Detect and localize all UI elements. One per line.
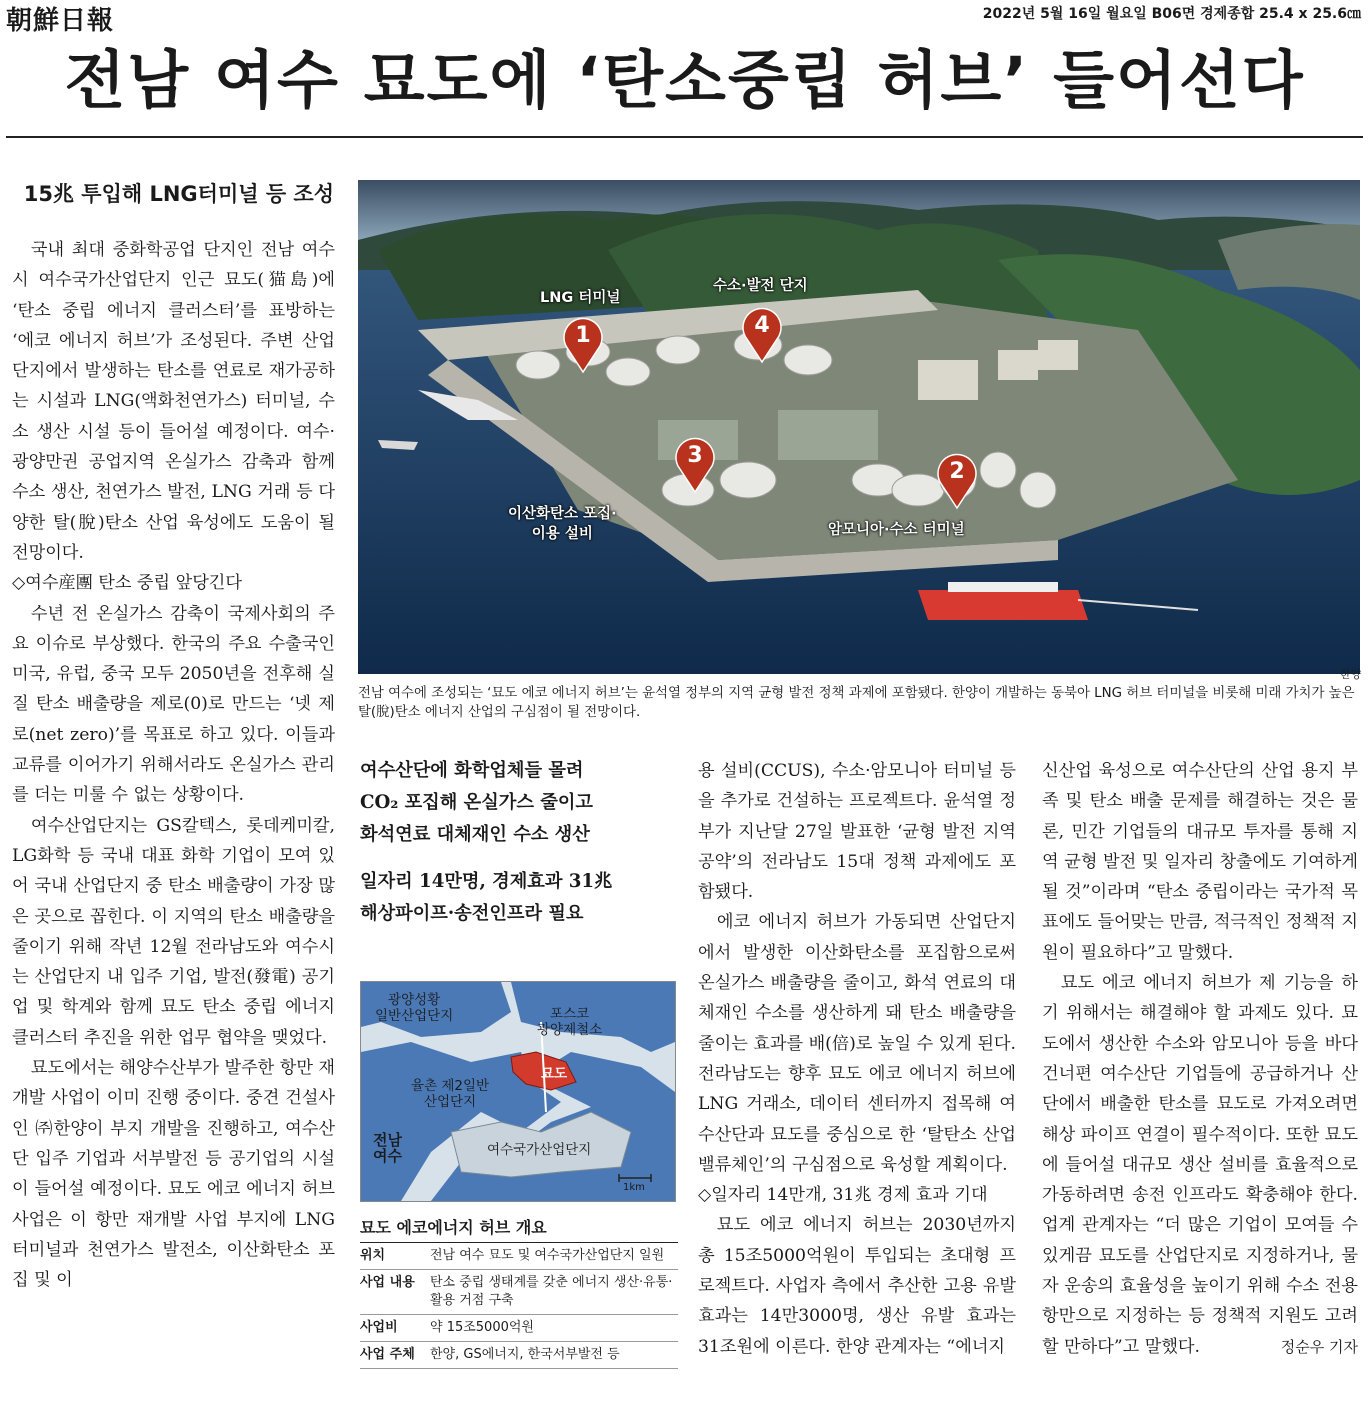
article-paragraph: 묘도에서는 해양수산부가 발주한 항만 재개발 사업이 이미 진행 중이다. 중견 건설사인 ㈜한양이 부지 개발을 진행하고, 여수산단 입주 기업과 서부발전 등 공기업의 시설이 들어설 예정이다. 묘도 에코 에너지 허브 사업은 이 항만 재개발 사업 부지에 LNG 터미널과 천연가스 발전소, 이산화탄소 포집 및 이 bbox=[12, 1058, 336, 1291]
map-label-gwangyang: 광양성황 일반산업단지 bbox=[375, 992, 454, 1024]
deck-line: 해상파이프·송전인프라 필요 bbox=[360, 903, 584, 924]
fact-box bbox=[360, 1215, 678, 1369]
photo-credit: 한양 bbox=[1340, 668, 1362, 681]
aerial-scene bbox=[358, 180, 1360, 674]
map-label-posco: 포스코 광양제철소 bbox=[537, 1006, 603, 1038]
article-paragraph: 용 설비(CCUS), 수소·암모니아 터미널 등을 추가로 건설하는 프로젝트다. 윤석열 정부가 지난달 27일 발표한 ‘균형 발전 지역 공약’의 전라남도 15대 정책 과제에도 포함됐다. bbox=[698, 761, 1016, 903]
pin-number: 2 bbox=[949, 459, 965, 484]
map-scale-label: 1km bbox=[623, 1182, 645, 1193]
fact-value: 약 15조5000억원 bbox=[430, 1320, 534, 1335]
pin-label-lng-terminal: LNG 터미널 bbox=[540, 290, 621, 306]
fact-key: 사업비 bbox=[360, 1320, 398, 1335]
fact-value: 한양, GS에너지, 한국서부발전 등 bbox=[430, 1347, 620, 1362]
pin-label-ccus: 이산화탄소 포집· 이용 설비 bbox=[508, 506, 617, 542]
fact-row bbox=[360, 1270, 678, 1315]
headline-rule bbox=[6, 136, 1363, 138]
map-label-myodo: 묘도 bbox=[541, 1066, 568, 1082]
map-label-jeonnam: 전남 여수 bbox=[373, 1131, 402, 1165]
fact-row bbox=[360, 1342, 678, 1369]
article-paragraph: 묘도 에코 에너지 허브는 2030년까지 총 15조5000억원이 투입되는 초대형 프로젝트다. 사업자 측에서 추산한 고용 유발 효과는 14만3000명, 생산 유발 효과는 31조원에 이른다. 한양 관계자는 “에너지 bbox=[698, 1215, 1016, 1357]
deck-headlines bbox=[360, 755, 680, 930]
article-column-3 bbox=[698, 756, 1016, 1362]
article-paragraph: 에코 에너지 허브가 가동되면 산업단지에서 발생한 이산화탄소를 포집함으로써 온실가스 배출량을 줄이고, 화석 연료의 대체재인 수소를 생산하게 돼 탄소 배출량을 줄이는 효과를 배(倍)로 높일 수 있게 된다. 전라남도는 향후 묘도 에코 에너지 허브에 LNG 거래소, 데이터 센터까지 접목해 여수산단과 묘도를 중심으로 한 ‘탈탄소 산업 밸류체인’의 구심점으로 육성할 계획이다. bbox=[698, 912, 1016, 1175]
subhead: 15兆 투입해 LNG터미널 등 조성 bbox=[23, 182, 334, 206]
fact-row bbox=[360, 1243, 678, 1270]
section-heading: ◇여수産團 탄소 중립 앞당긴다 bbox=[12, 573, 243, 594]
location-map bbox=[360, 981, 676, 1202]
article-paragraph: 여수산업단지는 GS칼텍스, 롯데케미칼, LG화학 등 국내 대표 화학 기업이 모여 있어 국내 산업단지 중 탄소 배출량이 가장 많은 곳으로 꼽힌다. 이 지역의 탄소 배출량을 줄이기 위해 작년 12월 전라남도와 여수시는 산업단지 내 입주 기업, 발전(發電) 공기업 및 학계와 함께 묘도 탄소 중립 에너지 클러스터 추진을 위한 업무 협약을 맺었다. bbox=[12, 815, 335, 1048]
deck-line: 여수산단에 화학업체들 몰려 bbox=[360, 760, 584, 781]
map-label-yulchon: 율촌 제2일반 산업단지 bbox=[411, 1078, 490, 1110]
pin-label-hydrogen-power: 수소·발전 단지 bbox=[713, 278, 808, 294]
map-pin-icon bbox=[560, 312, 606, 374]
pin-number: 4 bbox=[754, 313, 770, 338]
fact-box-title: 묘도 에코에너지 허브 개요 bbox=[360, 1215, 678, 1243]
fact-row bbox=[360, 1315, 678, 1342]
deck-line: 화석연료 대체재인 수소 생산 bbox=[360, 824, 590, 845]
fact-key: 사업 주체 bbox=[360, 1347, 415, 1362]
article-column-4 bbox=[1042, 756, 1358, 1362]
pin-number: 3 bbox=[687, 443, 703, 468]
fact-key: 사업 내용 bbox=[360, 1275, 415, 1290]
map-pin-icon bbox=[672, 432, 718, 494]
article-paragraph: 수년 전 온실가스 감축이 국제사회의 주요 이슈로 부상했다. 한국의 주요 수출국인 미국, 유럽, 중국 모두 2050년을 전후해 실질 탄소 배출량을 제로(0)로 만드는 ‘넷 제로(net zero)’를 목표로 하고 있다. 이들과 교류를 이어가기 위해서라도 온실가스 관리를 더는 미룰 수 없는 상황이다. bbox=[12, 603, 335, 806]
aerial-rendering-photo bbox=[358, 180, 1360, 674]
pin-number: 1 bbox=[575, 323, 591, 348]
map-pin-icon bbox=[934, 448, 980, 510]
fact-key: 위치 bbox=[360, 1248, 386, 1263]
byline: 정순우 기자 bbox=[1280, 1337, 1358, 1356]
map-pin-icon bbox=[739, 302, 785, 364]
fact-value: 탄소 중립 생태계를 갖춘 에너지 생산·유통·활용 거점 구축 bbox=[430, 1275, 673, 1308]
article-paragraph: 묘도 에코 에너지 허브가 제 기능을 하기 위해서는 해결해야 할 과제도 있다. 묘도에서 생산한 수소와 암모니아 등을 바다 건너편 여수산단 기업들에 공급하거나 산단에서 배출한 탄소를 묘도로 가져오려면 해상 파이프 연결이 필수적이다. 또한 묘도에 들어설 대규모 생산 설비를 효율적으로 가동하려면 송전 인프라도 확충해야 한다. 업계 관계자는 “더 많은 기업이 모여들 수 있게끔 묘도를 산업단지로 지정하거나, 물자 운송의 효율성을 높이기 위해 수소 전용 항만으로 지정하는 등 정책적 지원도 고려할 만하다”고 말했다. bbox=[1042, 973, 1358, 1357]
masthead-logo: 朝鮮日報 bbox=[6, 6, 115, 36]
dateline: 2022년 5월 16일 월요일 B06면 경제종합 25.4 x 25.6㎝ bbox=[982, 6, 1361, 22]
section-heading: ◇일자리 14만개, 31兆 경제 효과 기대 bbox=[698, 1185, 988, 1206]
pin-label-ammonia-hydrogen: 암모니아·수소 터미널 bbox=[828, 522, 965, 538]
deck-line: CO₂ 포집해 온실가스 줄이고 bbox=[360, 792, 593, 813]
article-paragraph: 신산업 육성으로 여수산단의 산업 용지 부족 및 탄소 배출 문제를 해결하는 것은 물론, 민간 기업들의 대규모 투자를 통해 지역 균형 발전 및 일자리 창출에도 기여하게 될 것”이라며 “탄소 중립이라는 국가적 목표에도 들어맞는 만큼, 적극적인 정책적 지원이 필요하다”고 말했다. bbox=[1042, 761, 1358, 963]
article-column-1 bbox=[12, 235, 335, 1295]
map-label-yeosu-complex: 여수국가산업단지 bbox=[487, 1142, 592, 1158]
article-paragraph: 국내 최대 중화학공업 단지인 전남 여수시 여수국가산업단지 인근 묘도(猫島)에 ‘탄소 중립 에너지 클러스터’를 표방하는 ‘에코 에너지 허브’가 조성된다. 주변 산업단지에서 발생하는 탄소를 연료로 재가공하는 시설과 LNG(액화천연가스) 터미널, 수소 생산 시설 등이 들어설 예정이다. 여수·광양만권 공업지역 온실가스 감축과 함께 수소 생산, 천연가스 발전, LNG 거래 등 다양한 탈(脫)탄소 산업 육성에도 도움이 될 전망이다. bbox=[12, 240, 335, 563]
headline: 전남 여수 묘도에 ‘탄소중립 허브’ 들어선다 bbox=[64, 44, 1305, 117]
deck-line: 일자리 14만명, 경제효과 31兆 bbox=[360, 871, 613, 892]
fact-value: 전남 여수 묘도 및 여수국가산업단지 일원 bbox=[430, 1248, 665, 1263]
photo-caption: 전남 여수에 조성되는 ‘묘도 에코 에너지 허브’는 윤석열 정부의 지역 균형 발전 정책 과제에 포함됐다. 한양이 개발하는 동북아 LNG 허브 터미널을 비롯해 미래 가치가 높은 탈(脫)탄소 에너지 산업의 구심점이 될 전망이다. bbox=[358, 686, 1355, 720]
